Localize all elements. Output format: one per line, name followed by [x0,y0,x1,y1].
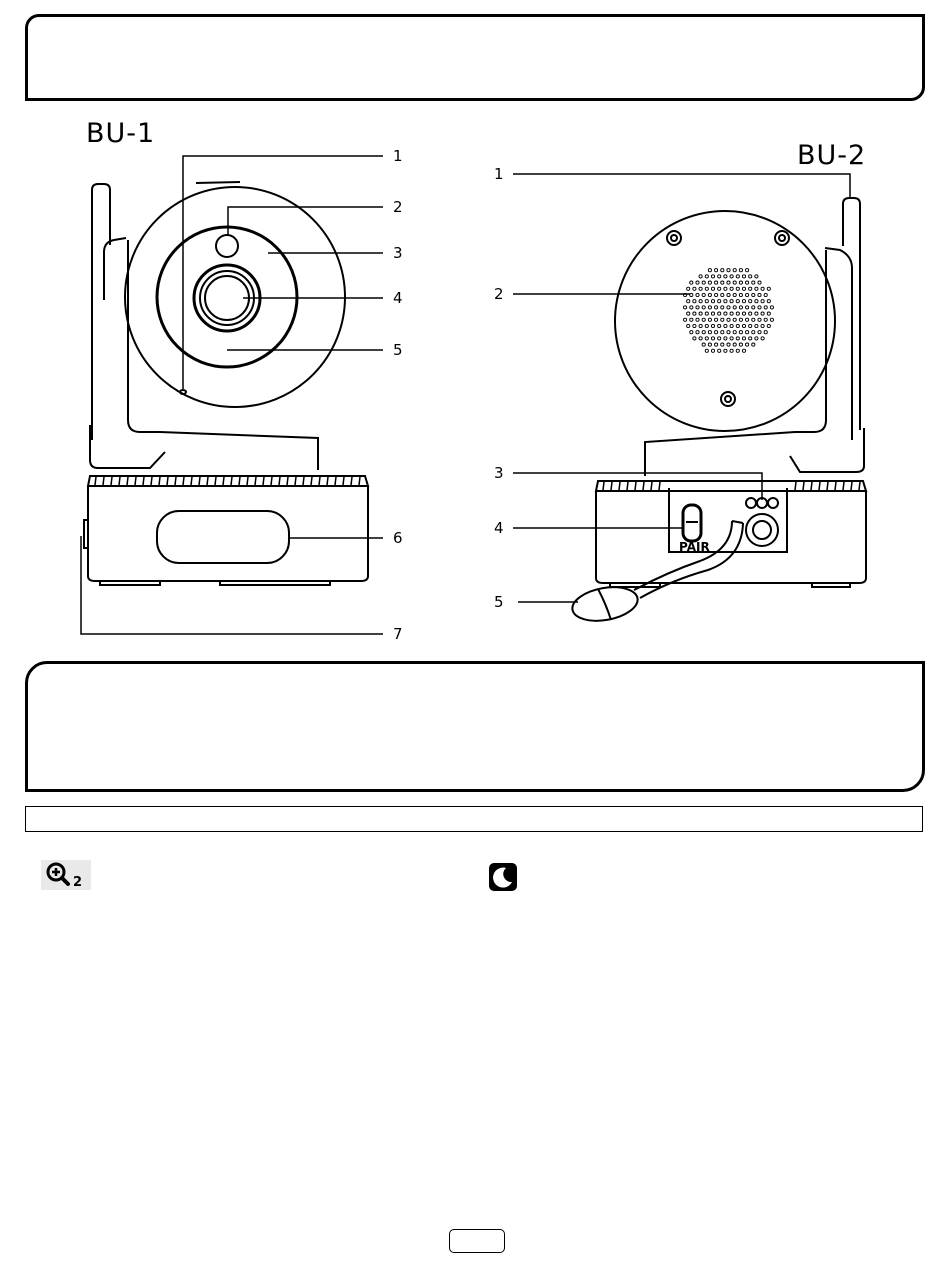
bu1-callout-3: 3 [393,244,403,262]
page-number-box [449,1229,505,1253]
svg-text:★: ★ [495,868,503,877]
bu2-speaker-grille [684,269,774,353]
bu2-callout-4: 4 [494,519,504,537]
bu1-camera-front [84,182,368,585]
bu2-callout-2: 2 [494,285,504,303]
bu1-label: BU-1 [86,118,156,149]
bu2-callout-1: 1 [494,165,504,183]
bu1-callout-1: 1 [393,147,403,165]
pair-label: PAIR [679,540,710,554]
bu1-callout-6: 6 [393,529,403,547]
bu1-callout-5: 5 [393,341,403,359]
bu1-callout-2: 2 [393,198,403,216]
middle-description-panel [25,661,925,792]
zoom-in-2x-icon [41,860,91,890]
svg-text:2: 2 [73,875,83,890]
bu1-callout-4: 4 [393,289,403,307]
bu1-callout-7: 7 [393,625,403,643]
bu2-label: BU-2 [797,140,867,171]
night-mode-icon [488,862,518,892]
bu2-camera-back [570,198,866,625]
section-title-bar [25,806,923,832]
bu2-callout-5: 5 [494,593,504,611]
bu2-callout-3: 3 [494,464,504,482]
